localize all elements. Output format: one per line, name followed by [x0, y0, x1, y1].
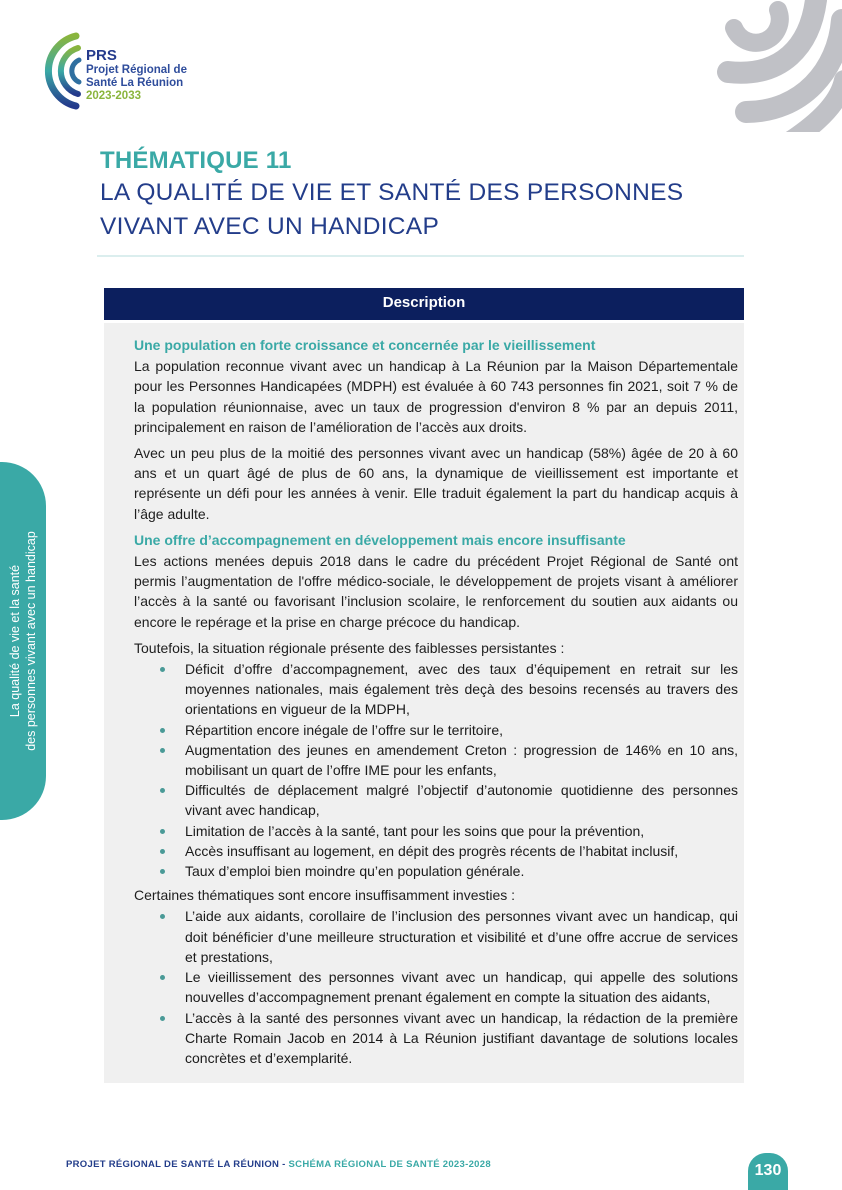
logo-acronym: PRS	[86, 47, 117, 64]
bullet-icon	[160, 869, 165, 874]
page-title	[100, 146, 744, 244]
list-item: L’accès à la santé des personnes vivant avec un handicap, la rédaction de la première Charte Romain Jacob en 2014 à La Réunion justifiant davantage de solutions locales concrètes et d’exemplarité.	[158, 1008, 738, 1069]
bullet-icon	[160, 788, 165, 793]
list-item: Déficit d’offre d’accompagnement, avec des taux d’équipement en retrait sur les moyennes nationales, mais également très deçà des besoins recensés au travers des orientations en vigueur de la MDPH,	[158, 659, 738, 720]
paragraph: La population reconnue vivant avec un handicap à La Réunion par la Maison Départementale pour les Personnes Handicapées (MDPH) est évaluée à 60 743 personnes fin 2021, soit 7 % de la population réunionnaise, avec un taux de progression d'environ 8 % par an depuis 2011, principalement en raison de l’amélioration de l’accès aux droits.	[134, 358, 738, 435]
bullet-icon	[160, 728, 165, 733]
side-tab-line-2: des personnes vivant avec un handicap	[24, 531, 38, 751]
bullet-icon	[160, 1016, 165, 1021]
bullet-icon	[160, 914, 165, 919]
section-heading: Une population en forte croissance et concernée par le vieillissement	[134, 337, 596, 353]
bullet-icon	[160, 667, 165, 672]
list-item: Limitation de l’accès à la santé, tant pour les soins que pour la prévention,	[158, 821, 738, 841]
description-header: Description	[104, 288, 744, 320]
weaknesses-list	[158, 659, 738, 881]
footer-separator: -	[279, 1159, 289, 1170]
description-body	[104, 323, 744, 1083]
footer-project: PROJET RÉGIONAL DE SANTÉ LA RÉUNION	[66, 1159, 280, 1170]
bullet-icon	[160, 975, 165, 980]
theme-number: THÉMATIQUE 11	[100, 147, 292, 174]
list-item: Accès insuffisant au logement, en dépit des progrès récents de l’habitat inclusif,	[158, 841, 738, 861]
decorative-arcs-icon	[692, 0, 842, 132]
paragraph: Avec un peu plus de la moitié des personnes vivant avec un handicap (58%) âgée de 20 à 60 ans et un quart âgé de plus de 60 ans, la dynamique de vieillissement est importante et représente un défi pour les années à venir. Elle traduit également la part du handicap acquis à l’âge adulte.	[134, 445, 738, 522]
list-item: L’aide aux aidants, corollaire de l’inclusion des personnes vivant avec un handicap, qui doit bénéficier d’une meilleure structuration et visibilité et d’une offre accrue de services et prestations,	[158, 906, 738, 967]
paragraph: Toutefois, la situation régionale présente des faiblesses persistantes :	[134, 639, 565, 656]
page-number: 130	[748, 1153, 788, 1190]
list-item: Taux d’emploi bien moindre qu’en population générale.	[158, 861, 738, 881]
list-item: Répartition encore inégale de l’offre sur le territoire,	[158, 720, 738, 740]
page-footer	[66, 1159, 491, 1170]
title-line-1: LA QUALITÉ DE VIE ET SANTÉ DES PERSONNES	[100, 179, 684, 206]
bullet-icon	[160, 849, 165, 854]
logo-line-2: Santé La Réunion	[86, 77, 184, 89]
side-tab-line-1: La qualité de vie et la santé	[8, 564, 22, 718]
prs-arcs-icon	[24, 30, 84, 112]
paragraph: Les actions menées depuis 2018 dans le cadre du précédent Projet Régional de Santé ont permis l’augmentation de l'offre médico-sociale, le développement de projets visant à améliorer l’accès à la santé ou favorisant l’inclusion scolaire, le renforcement du soutien aux aidants ou encore le repérage et la prise en charge précoce du handicap.	[134, 553, 738, 630]
side-section-tab	[0, 462, 46, 820]
footer-schema: SCHÉMA RÉGIONAL DE SANTÉ 2023-2028	[288, 1159, 491, 1170]
prs-logo	[24, 30, 214, 112]
logo-years: 2023-2033	[86, 90, 141, 102]
bullet-icon	[160, 748, 165, 753]
title-line-2: VIVANT AVEC UN HANDICAP	[100, 213, 440, 240]
logo-line-1: Projet Régional de	[86, 64, 187, 76]
list-item: Le vieillissement des personnes vivant avec un handicap, qui appelle des solutions nouvelles d’accompagnement prenant également en compte la situation des aidants,	[158, 967, 738, 1007]
list-item: Difficultés de déplacement malgré l’objectif d’autonomie quotidienne des personnes vivant avec handicap,	[158, 780, 738, 820]
section-heading: Une offre d’accompagnement en développement mais encore insuffisante	[134, 531, 626, 548]
underinvested-list	[158, 906, 738, 1068]
list-item: Augmentation des jeunes en amendement Creton : progression de 146% en 10 ans, mobilisant un quart de l’offre IME pour les enfants,	[158, 740, 738, 780]
paragraph: Certaines thématiques sont encore insuffisamment investies :	[134, 887, 516, 904]
bullet-icon	[160, 829, 165, 834]
title-divider	[97, 255, 744, 257]
